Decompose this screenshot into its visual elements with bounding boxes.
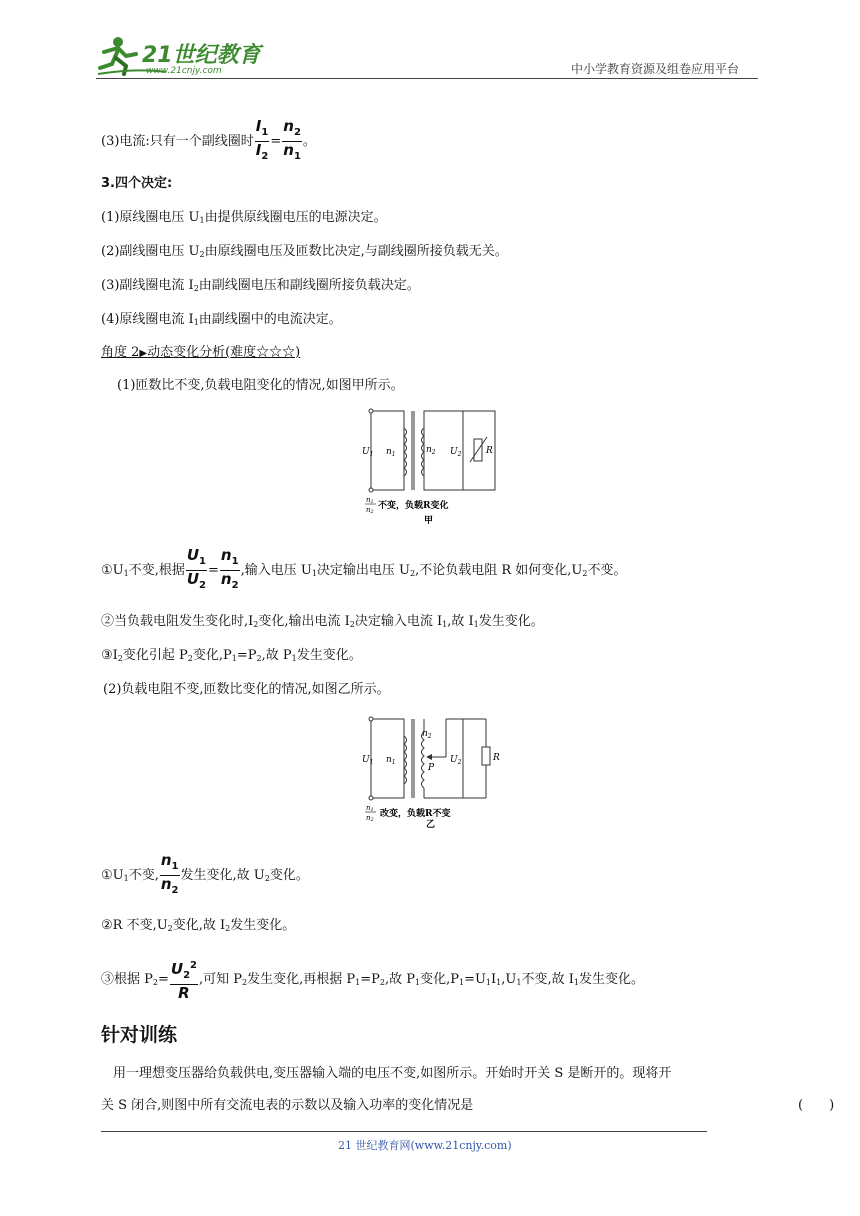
svg-text:n2: n2 [366,506,374,515]
case2-point3: ③根据 $P_2=$ $\frac{U_2^2}{R}$ ,可知 $P_2$发生变化,再根据 $P_1=P_2$,故 $P_1$变化$,P_1=U_1I_1,U_1$不变,故 $I_1$发生变化。 [101,960,644,1002]
svg-text:R: R [486,446,493,456]
decision-item-3: (3)副线圈电流 $I_2$由副线圈电压和副线圈所接负载决定。 [101,278,420,293]
svg-text:U2: $U_2$ [450,755,462,766]
svg-text:U1: $U_1$ [362,447,374,458]
logo-title: 21世纪教育 [142,43,261,68]
decision-item-4: (4)原线圈电流 $I_1$由副线圈中的电流决定。 [101,312,342,327]
case1-intro: (1)匝数比不变,负载电阻变化的情况,如图甲所示。 [117,378,404,393]
decision-item-2: (2)副线圈电压 $U_2$由原线圈电压及匝数比决定,与副线圈所接负载无关。 [101,244,508,259]
current-relation: (3)电流:只有一个副线圈时 $\frac{I_1}{I_2}$ = $\frac{n_2}{n_1}$ 。 [101,118,316,165]
svg-text:P: P [428,763,435,773]
svg-text:U2: $U_2$ [450,447,462,458]
training-line1: 用一理想变压器给负载供电,变压器输入端的电压不变,如图所示。开始时开关 S 是断开的。现将开 [113,1066,672,1081]
fraction-i1-i2: $\frac{I_1}{I_2}$ [255,117,269,162]
svg-text:甲: 甲 [424,516,434,526]
svg-text:不变，负载R变化: 不变，负载R变化 [378,501,449,511]
logo-url: www.21cnjy.com [146,66,222,76]
svg-text:n2: n2 [366,814,374,823]
svg-text:n1: n1 [366,804,374,813]
svg-text:乙: 乙 [426,820,436,830]
platform-name: 中小学教育资源及组卷应用平台 [571,62,740,76]
section-title: 3.四个决定: [101,176,173,191]
case2-point2: ②R 不变$,U_2$变化,故 $I_2$发生变化。 [101,918,296,933]
svg-text:U1: $U_1$ [362,755,374,766]
footer-rule [101,1131,707,1132]
case1-point1: $①U_1$不变,根据 $\frac{U_1}{U_2}$ = $\frac{n_1}{n_2}$ ,输入电压 $U_1$决定输出电压 $U_2$,不论负载电阻 R 如何变化$,U_2$不变。 [101,546,627,591]
case2-point1: $①U_1$不变, $\frac{n_1}{n_2}$ 发生变化,故 $U_2$变化。 [101,851,309,896]
answer-bracket: ( ) [798,1098,835,1113]
figure-yi [356,712,502,834]
training-title: 针对训练 [101,1024,178,1046]
footer-text: 21 世纪教育网(www.21cnjy.com) [338,1139,512,1152]
svg-text:n1: $n_1$ [386,755,396,766]
svg-text:n1: n1 [366,496,374,505]
fraction-n2-n1: $\frac{n_2}{n_1}$ [283,117,301,162]
triangle-icon: ▶ [139,348,148,359]
svg-text:R: R [493,753,500,763]
header-logo [96,32,266,78]
figure-jia [356,404,502,530]
case1-point2: ②当负载电阻发生变化时$,I_2$变化,输出电流 $I_2$决定输入电流 $I_1$,故 $I_1$发生变化。 [101,614,544,629]
header-rule [96,78,758,79]
svg-text:n1: $n_1$ [386,447,396,458]
angle-heading: 角度 2▶动态变化分析(难度☆☆☆) [101,345,301,360]
svg-text:n2: $n_2$ [426,445,436,456]
svg-text:n2: $n_2$ [422,729,432,740]
case1-point3: $③I_2$变化引起 $P_2$变化$,P_1=P_2$,故 $P_1$发生变化。 [101,648,362,663]
svg-text:改变，负载R不变: 改变，负载R不变 [380,809,451,819]
case2-intro: (2)负载电阻不变,匝数比变化的情况,如图乙所示。 [103,682,390,697]
training-line2: 关 S 闭合,则图中所有交流电表的示数以及输入功率的变化情况是 [101,1098,474,1113]
decision-item-1: (1)原线圈电压 $U_1$由提供原线圈电压的电源决定。 [101,210,387,225]
